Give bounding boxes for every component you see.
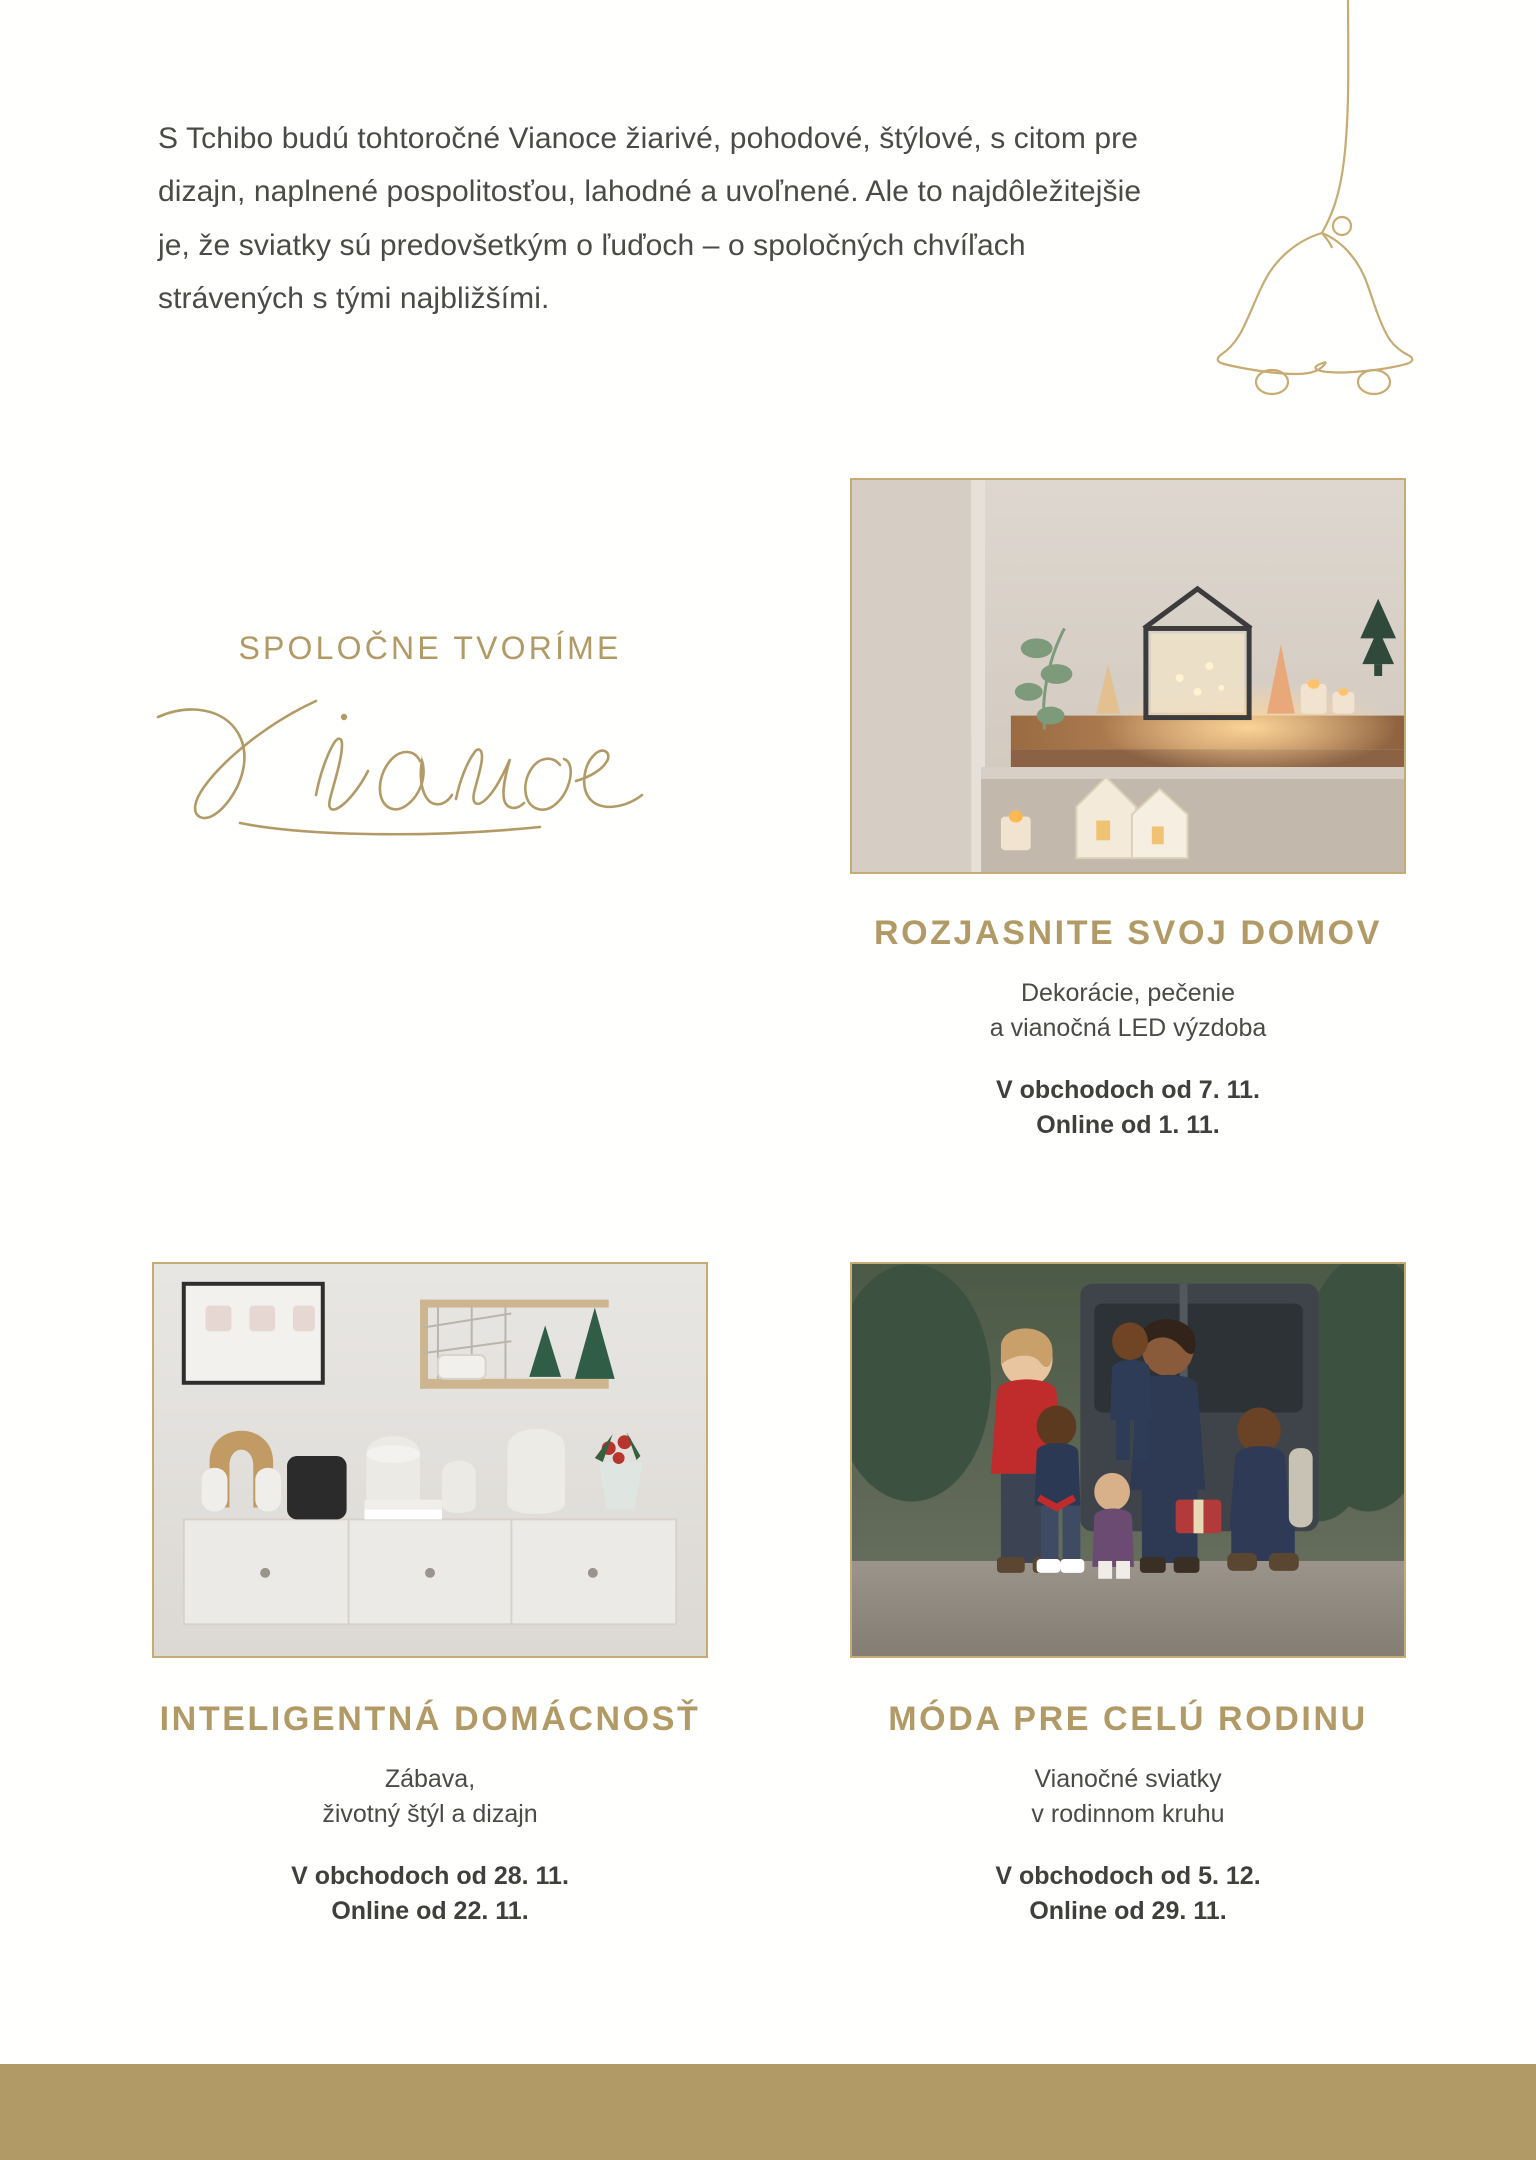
section-image-moda-pre-celu-rodinu: [850, 1262, 1406, 1658]
headline-kicker: SPOLOČNE TVORÍME: [238, 630, 622, 666]
section-stores-date: V obchodoch od 7. 11.: [996, 1075, 1260, 1104]
section-title: ROZJASNITE SVOJ DOMOV: [873, 914, 1382, 952]
section-subtitle: [152, 1762, 708, 1833]
section-caption-inteligentna-domacnost: [152, 1698, 708, 1930]
section-online-date: Online od 22. 11.: [331, 1897, 529, 1926]
section-subtitle-line1: Dekorácie, pečenie: [1020, 978, 1235, 1007]
section-image-rozjasnite-svoj-domov: [850, 478, 1406, 874]
section-subtitle-line2: v rodinnom kruhu: [1031, 1800, 1225, 1829]
section-online-date: Online od 1. 11.: [1036, 1111, 1220, 1140]
section-subtitle: [850, 1762, 1406, 1833]
section-dates: [850, 1859, 1406, 1930]
headline-script: [120, 675, 740, 845]
section-subtitle-line2: a vianočná LED výzdoba: [989, 1014, 1267, 1043]
section-dates: [850, 1073, 1406, 1144]
section-subtitle-line1: Vianočné sviatky: [1034, 1764, 1222, 1793]
footer-gold-bar: [0, 2064, 1536, 2160]
section-subtitle-line2: životný štýl a dizajn: [322, 1800, 538, 1829]
section-caption-rozjasnite-svoj-domov: [850, 912, 1406, 1144]
section-online-date: Online od 29. 11.: [1029, 1897, 1227, 1926]
section-caption-moda-pre-celu-rodinu: [850, 1698, 1406, 1930]
section-stores-date: V obchodoch od 28. 11.: [291, 1861, 569, 1890]
section-title: MÓDA PRE CELÚ RODINU: [888, 1700, 1368, 1738]
section-dates: [152, 1859, 708, 1930]
section-title: INTELIGENTNÁ DOMÁCNOSŤ: [159, 1700, 701, 1738]
christmas-bells-icon: [1136, 0, 1476, 440]
intro-paragraph: S Tchibo budú tohtoročné Vianoce žiarivé, pohodové, štýlové, s citom pre dizajn, naplnené pospolitosťou, lahodné a uvoľnené. Ale to najdôležitejšie je, že sviatky sú predovšetkým o ľuďoch – o spoločných chvíľach strávených s tými najbližšími.: [158, 122, 1142, 316]
section-subtitle-line1: Zábava,: [384, 1764, 476, 1793]
headline-block: [120, 630, 740, 845]
section-stores-date: V obchodoch od 5. 12.: [995, 1861, 1261, 1890]
section-subtitle: [850, 976, 1406, 1047]
section-image-inteligentna-domacnost: [152, 1262, 708, 1658]
